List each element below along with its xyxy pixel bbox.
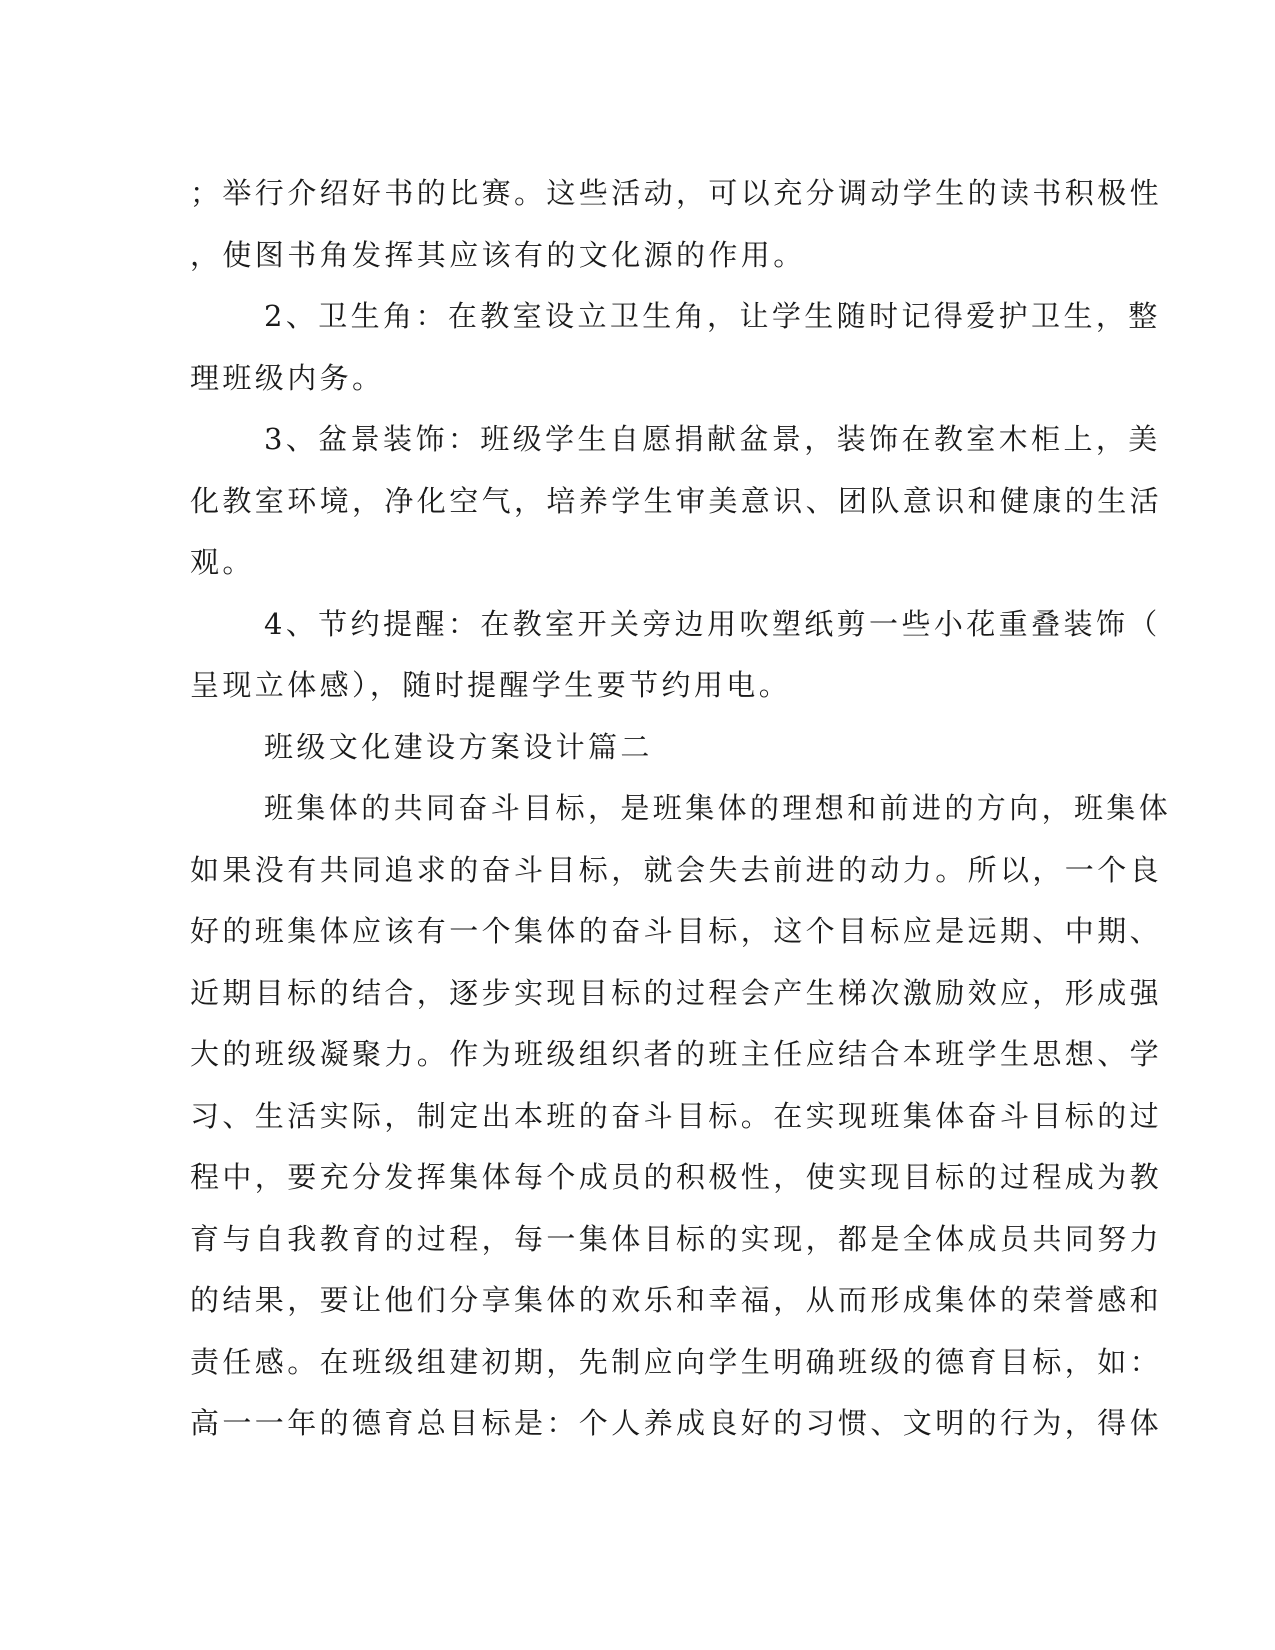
text-line: 大的班级凝聚力。作为班级组织者的班主任应结合本班学生思想、学 [190, 1037, 1163, 1071]
text-line: 育与自我教育的过程，每一集体目标的实现，都是全体成员共同努力 [190, 1221, 1163, 1256]
text-line: 好的班集体应该有一个集体的奋斗目标，这个目标应是远期、中期、 [190, 914, 1163, 948]
text-line: ，使图书角发挥其应该有的文化源的作用。 [190, 237, 806, 272]
text-line: 3、盆景装饰：班级学生自愿捐献盆景，装饰在教室木柜上，美 [264, 422, 1161, 456]
text-line: 观。 [190, 545, 255, 579]
text-line: 班集体的共同奋斗目标，是班集体的理想和前进的方向，班集体 [264, 791, 1172, 825]
text-line: 理班级内务。 [190, 360, 385, 395]
section-heading: 班级文化建设方案设计篇二 [264, 729, 653, 764]
text-line: 程中，要充分发挥集体每个成员的积极性，使实现目标的过程成为教 [190, 1160, 1163, 1194]
text-line: 2、卫生角：在教室设立卫生角，让学生随时记得爱护卫生，整 [264, 299, 1161, 333]
text-line: 责任感。在班级组建初期，先制应向学生明确班级的德育目标，如： [190, 1344, 1163, 1379]
text-line: 高一一年的德育总目标是：个人养成良好的习惯、文明的行为，得体 [190, 1406, 1163, 1440]
text-line: 如果没有共同追求的奋斗目标，就会失去前进的动力。所以，一个良 [190, 852, 1163, 887]
text-line: 的结果，要让他们分享集体的欢乐和幸福，从而形成集体的荣誉感和 [190, 1283, 1163, 1317]
text-line: 习、生活实际，制定出本班的奋斗目标。在实现班集体奋斗目标的过 [190, 1098, 1163, 1133]
document-body [190, 163, 1172, 1455]
text-line: 近期目标的结合，逐步实现目标的过程会产生梯次激励效应，形成强 [190, 975, 1163, 1010]
text-line: 4、节约提醒：在教室开关旁边用吹塑纸剪一些小花重叠装饰（ [264, 606, 1161, 641]
text-line: 化教室环境，净化空气，培养学生审美意识、团队意识和健康的生活 [190, 483, 1163, 518]
text-line: 呈现立体感），随时提醒学生要节约用电。 [190, 668, 792, 702]
text-line: ；举行介绍好书的比赛。这些活动，可以充分调动学生的读书积极性 [190, 176, 1163, 210]
